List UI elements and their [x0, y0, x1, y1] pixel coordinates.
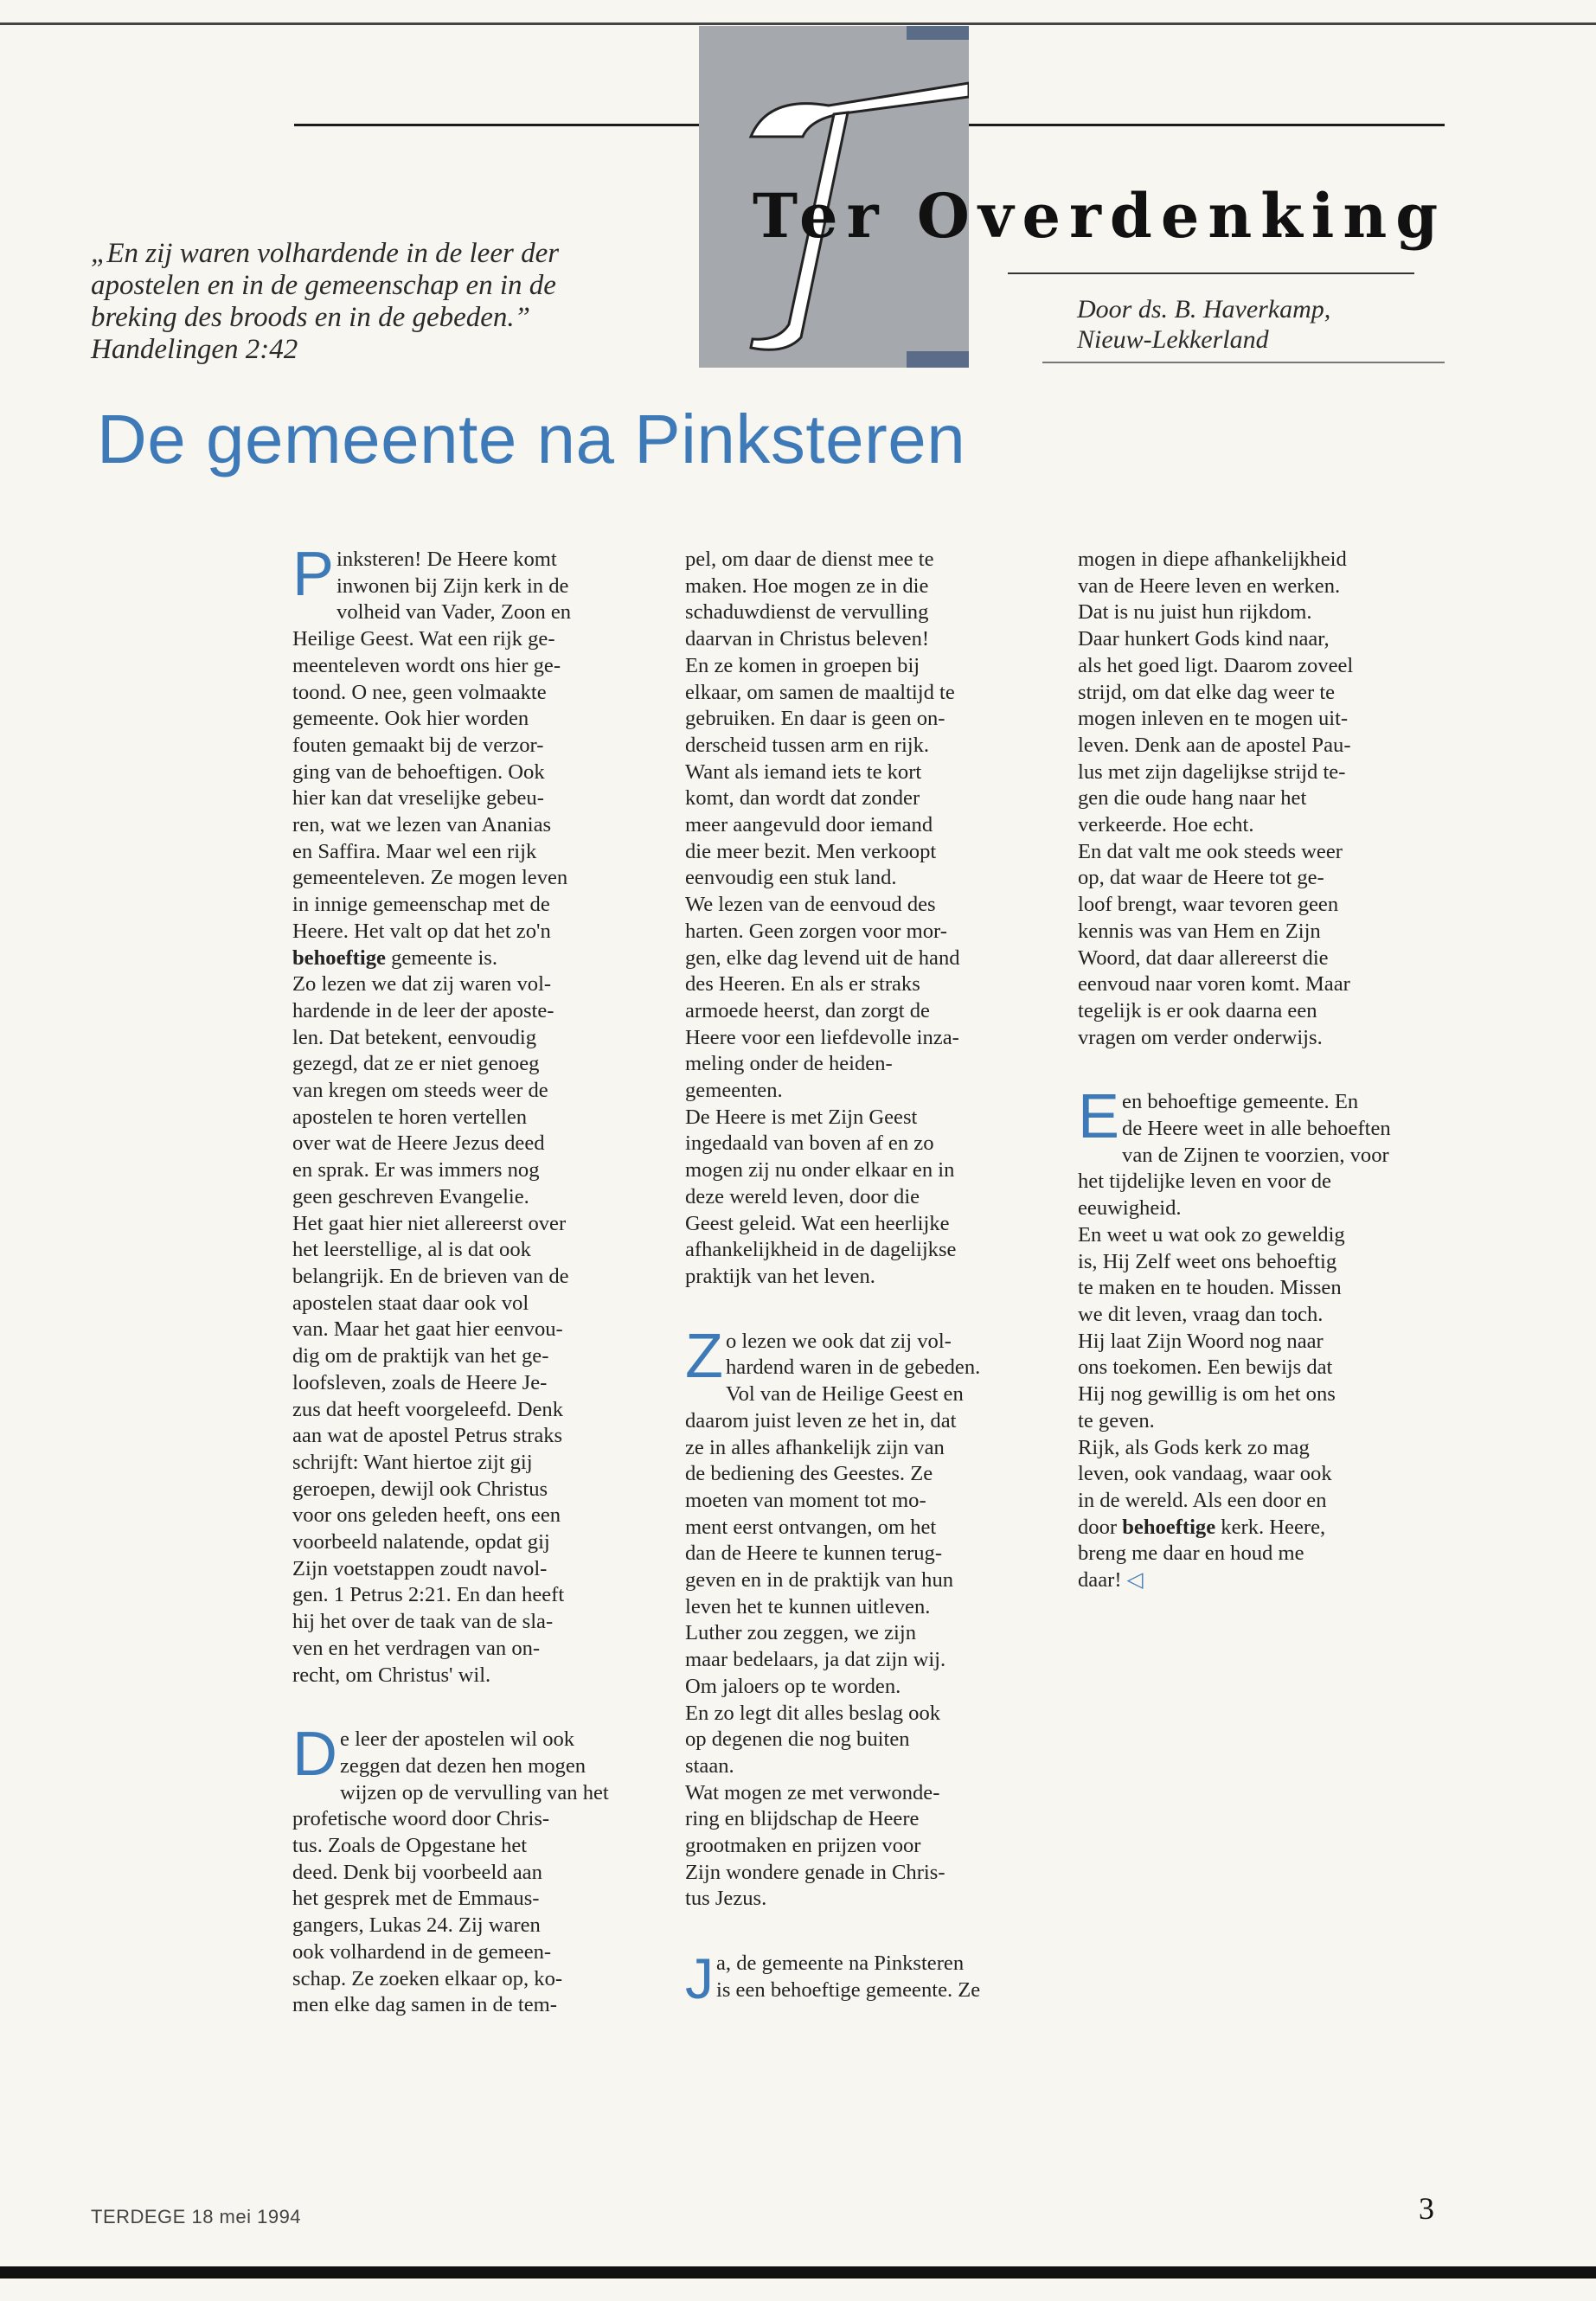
text-line: is een behoeftige gemeente. Ze: [716, 1977, 981, 2002]
text-line: op, dat waar de Heere tot ge-: [1078, 866, 1324, 890]
end-mark-icon: ◁: [1126, 1568, 1144, 1593]
text-line: in de wereld. Als een door en: [1078, 1488, 1327, 1512]
byline-place: Nieuw-Lekkerland: [1077, 325, 1269, 354]
text-line: staan.: [685, 1753, 734, 1778]
text-line: men elke dag samen in de tem-: [292, 1993, 557, 2017]
text-line: Luther zou zeggen, we zijn: [685, 1621, 917, 1645]
text-line: Dat is nu juist hun rijkdom.: [1078, 600, 1312, 625]
bold-word: behoeftige: [292, 945, 386, 970]
text-line: we dit leven, vraag dan toch.: [1078, 1302, 1324, 1326]
text-line: En dat valt me ook steeds weer: [1078, 839, 1343, 863]
article-column-2: [685, 547, 1047, 2011]
text-line: geven en in de praktijk van hun: [685, 1568, 954, 1593]
text-line: deze wereld leven, door die: [685, 1184, 920, 1208]
text-line: geen geschreven Evangelie.: [292, 1184, 529, 1208]
text-line: strijd, om dat elke dag weer te: [1078, 680, 1336, 704]
text-line: het gesprek met de Emmaus-: [292, 1887, 540, 1911]
text-line: ven en het verdragen van on-: [292, 1636, 541, 1660]
text-line: zeggen dat dezen hen mogen: [340, 1753, 586, 1778]
text-line: En weet u wat ook zo geweldig: [1078, 1222, 1345, 1247]
header-rule-left: [294, 124, 701, 126]
text-line: maken. Hoe mogen ze in die: [685, 574, 929, 598]
text-line: van de Heere leven en werken.: [1078, 574, 1341, 598]
text-line: Vol van de Heilige Geest en: [725, 1382, 964, 1407]
text-line: belangrijk. En de brieven van de: [292, 1264, 569, 1288]
text-line: mogen zij nu onder elkaar en in: [685, 1158, 955, 1183]
header-rule-right: [969, 124, 1445, 126]
line-group: [685, 547, 1047, 1291]
page-number: 3: [1419, 2191, 1434, 2226]
text-line: en Saffira. Maar wel een rijk: [292, 839, 537, 863]
text-line: toond. O nee, geen volmaakte: [292, 680, 547, 704]
text-line: Hij laat Zijn Woord nog naar: [1078, 1329, 1324, 1353]
epigraph-reference: Handelingen 2:42: [91, 334, 298, 365]
text-line: apostelen te horen vertellen: [292, 1105, 528, 1129]
text-line: te maken en te houden. Missen: [1078, 1276, 1342, 1300]
text-line: [1078, 1515, 1445, 1541]
epigraph-line: breking des broods en in de gebeden.”: [91, 302, 531, 333]
text-line: vragen om verder onderwijs.: [1078, 1025, 1323, 1049]
text-line: fouten gemaakt bij de verzor-: [292, 733, 544, 757]
text-line: deed. Denk bij voorbeeld aan: [292, 1860, 542, 1884]
text-line: voor ons geleden heeft, ons een: [292, 1503, 561, 1528]
paragraph-pinksteren: [292, 540, 654, 1689]
text-line: Heilige Geest. Wat een rijk ge-: [292, 627, 555, 651]
text-line: Geest geleid. Wat een heerlijke: [685, 1211, 950, 1235]
text-line: Heere voor een liefdevolle inza-: [685, 1025, 959, 1049]
text-line: eenvoudig een stuk land.: [685, 866, 897, 890]
line-group: [1078, 547, 1445, 1051]
text-fragment: daar!: [1078, 1568, 1127, 1593]
text-line: De Heere is met Zijn Geest: [685, 1105, 918, 1129]
text-line: meer aangevuld door iemand: [685, 813, 933, 837]
text-line: meling onder de heiden-: [685, 1052, 893, 1076]
text-line: gemeente. Ook hier worden: [292, 707, 529, 731]
drop-cap: Z: [685, 1321, 723, 1391]
text-line: a, de gemeente na Pinksteren: [716, 1952, 965, 1976]
series-title: Ter Overdenking: [753, 180, 1447, 252]
text-line: dan de Heere te kunnen terug-: [685, 1541, 943, 1566]
text-line: de bediening des Geestes. Ze: [685, 1462, 933, 1486]
paragraph-afhankelijkheid: [1078, 547, 1445, 1051]
text-line: meenteleven wordt ons hier ge-: [292, 653, 561, 677]
paragraph-leer-der-apostelen: [292, 1720, 654, 2019]
text-fragment: kerk. Heere,: [1215, 1515, 1326, 1539]
epigraph-line: „En zij waren volhardende in de leer der: [91, 238, 560, 269]
text-line: En ze komen in groepen bij: [685, 653, 920, 677]
text-line: tegelijk is er ook daarna een: [1078, 998, 1317, 1022]
text-line: En zo legt dit alles beslag ook: [685, 1701, 941, 1725]
text-line: ingedaald van boven af en zo: [685, 1131, 934, 1156]
text-line: gemeenten.: [685, 1079, 783, 1103]
line-group: [292, 1720, 654, 2019]
text-line: Zijn voetstappen zoudt navol-: [292, 1556, 548, 1580]
text-line: Wat mogen ze met verwonde-: [685, 1780, 940, 1804]
text-line: het leerstellige, al is dat ook: [292, 1238, 531, 1262]
text-line: tus. Zoals de Opgestane het: [292, 1834, 528, 1858]
text-line: gen. 1 Petrus 2:21. En dan heeft: [292, 1583, 565, 1607]
byline-rule-bottom: [1042, 362, 1445, 363]
text-line: lus met zijn dagelijkse strijd te-: [1078, 760, 1346, 784]
paragraph-tempel: [685, 547, 1047, 1291]
text-line: gemeenteleven. Ze mogen leven: [292, 866, 568, 890]
text-line: breng me daar en houd me: [1078, 1541, 1304, 1566]
text-line: voorbeeld nalatende, opdat gij: [292, 1530, 550, 1554]
text-line: gen, elke dag levend uit de hand: [685, 945, 960, 970]
epigraph-quote: [91, 238, 696, 366]
text-line: apostelen staat daar ook vol: [292, 1291, 529, 1315]
article-column-3: [1078, 547, 1445, 1594]
text-line: is, Hij Zelf weet ons behoeftig: [1078, 1249, 1337, 1273]
text-line: harten. Geen zorgen voor mor-: [685, 919, 947, 943]
text-line: wijzen op de vervulling van het: [340, 1780, 609, 1804]
text-line: Zijn wondere genade in Chris-: [685, 1860, 945, 1884]
text-line: en behoeftige gemeente. En: [1122, 1090, 1359, 1114]
line-group: [1078, 1541, 1445, 1567]
text-line: ment eerst ontvangen, om het: [685, 1515, 937, 1539]
text-line: leven, ook vandaag, waar ook: [1078, 1462, 1332, 1486]
text-line: Woord, dat daar allereerst die: [1078, 945, 1329, 970]
text-line: Daar hunkert Gods kind naar,: [1078, 627, 1330, 651]
byline-rule-top: [1008, 272, 1414, 274]
text-line: eeuwigheid.: [1078, 1196, 1182, 1221]
text-line: eenvoud naar voren komt. Maar: [1078, 972, 1350, 997]
line-group: [685, 1321, 1047, 1913]
text-line: ren, wat we lezen van Ananias: [292, 813, 552, 837]
text-line: ring en blijdschap de Heere: [685, 1807, 920, 1831]
text-line: schrijft: Want hiertoe zijt gij: [292, 1450, 533, 1474]
epigraph-line: apostelen en in de gemeenschap en in de: [91, 270, 556, 301]
text-line: daarom juist leven ze het in, dat: [685, 1408, 957, 1433]
text-line: aan wat de apostel Petrus straks: [292, 1424, 563, 1448]
text-line: Heere. Het valt op dat het zo'n: [292, 919, 551, 943]
text-line: volheid van Vader, Zoon en: [337, 600, 572, 625]
text-line: hardende in de leer der aposte-: [292, 998, 554, 1022]
text-line: des Heeren. En als er straks: [685, 972, 920, 997]
text-line: moeten van moment tot mo-: [685, 1488, 926, 1512]
text-line: mogen in diepe afhankelijkheid: [1078, 548, 1347, 571]
text-line: in innige gemeenschap met de: [292, 893, 550, 917]
text-line: schap. Ze zoeken elkaar op, ko-: [292, 1966, 563, 1990]
text-line: hier kan dat vreselijke gebeu-: [292, 786, 544, 811]
drop-cap: P: [292, 540, 335, 609]
text-line: ging van de behoeftigen. Ook: [292, 760, 545, 784]
text-line: recht, om Christus' wil.: [292, 1663, 491, 1687]
bold-word: behoeftige: [1122, 1515, 1216, 1539]
text-line: Hij nog gewillig is om het ons: [1078, 1382, 1336, 1407]
drop-cap: D: [292, 1720, 337, 1790]
text-line: [1078, 1567, 1445, 1594]
text-line: gangers, Lukas 24. Zij waren: [292, 1913, 541, 1938]
text-line: Zo lezen we dat zij waren vol-: [292, 972, 552, 997]
text-line: schaduwdienst de vervulling: [685, 600, 929, 625]
text-line: leven het te kunnen uitleven.: [685, 1594, 931, 1618]
text-line: pel, om daar de dienst mee te: [685, 548, 934, 571]
text-line: maar bedelaars, ja dat zijn wij.: [685, 1648, 946, 1672]
byline: [1077, 294, 1458, 355]
text-line: Om jaloers op te worden.: [685, 1674, 901, 1698]
text-line: tus Jezus.: [685, 1887, 767, 1911]
text-line: verkeerde. Hoe echt.: [1078, 813, 1254, 837]
text-line: elkaar, om samen de maaltijd te: [685, 680, 955, 704]
text-line: Want als iemand iets te kort: [685, 760, 922, 784]
drop-cap: J: [685, 1946, 714, 2011]
text-line: ons toekomen. Een bewijs dat: [1078, 1356, 1333, 1380]
text-line: loofsleven, zoals de Heere Je-: [292, 1370, 548, 1394]
text-line: geroepen, dewijl ook Christus: [292, 1477, 548, 1501]
byline-author: Door ds. B. Haverkamp,: [1077, 295, 1331, 324]
line-group: [685, 1946, 1047, 2011]
text-line: op degenen die nog buiten: [685, 1727, 910, 1752]
text-line: armoede heerst, dan zorgt de: [685, 998, 930, 1022]
text-line: praktijk van het leven.: [685, 1264, 875, 1288]
line-group: [292, 971, 654, 1689]
text-line: over wat de Heere Jezus deed: [292, 1131, 545, 1156]
drop-cap: E: [1078, 1082, 1120, 1152]
text-line: daarvan in Christus beleven!: [685, 627, 930, 651]
text-line: derscheid tussen arm en rijk.: [685, 733, 930, 757]
text-line: gen die oude hang naar het: [1078, 786, 1307, 811]
text-line: o lezen we ook dat zij vol-: [725, 1329, 952, 1353]
footer-publication: TERDEGE 18 mei 1994: [91, 2206, 302, 2227]
bottom-border-line: [0, 2266, 1596, 2279]
line-group: [1078, 1082, 1445, 1514]
paragraph-ja-de-gemeente: [685, 1946, 1047, 2011]
article-column-1: [292, 540, 654, 2019]
text-line: als het goed ligt. Daarom zoveel: [1078, 653, 1354, 677]
text-line: mogen inleven en te mogen uit-: [1078, 707, 1349, 731]
top-border-line: [0, 22, 1596, 25]
text-line: van de Zijnen te voorzien, voor: [1122, 1143, 1389, 1167]
text-line: We lezen van de eenvoud des: [685, 893, 936, 917]
text-line: en sprak. Er was immers nog: [292, 1158, 540, 1183]
text-line: te geven.: [1078, 1408, 1155, 1433]
text-line: zus dat heeft voorgeleefd. Denk: [292, 1397, 563, 1421]
text-line: van kregen om steeds weer de: [292, 1079, 548, 1103]
text-line: leven. Denk aan de apostel Pau-: [1078, 733, 1351, 757]
text-line: ook volhardend in de gemeen-: [292, 1939, 552, 1964]
text-line: gebruiken. En daar is geen on-: [685, 707, 945, 731]
text-line: het tijdelijke leven en voor de: [1078, 1170, 1331, 1194]
line-group: [292, 540, 654, 945]
text-line: kennis was van Hem en Zijn: [1078, 919, 1321, 943]
text-line: e leer der apostelen wil ook: [340, 1727, 575, 1752]
text-line: hardend waren in de gebeden.: [725, 1356, 981, 1380]
text-line: gezegd, dat ze er niet genoeg: [292, 1052, 540, 1076]
text-fragment: gemeente is.: [385, 945, 497, 970]
text-line: van. Maar het gaat hier eenvou-: [292, 1317, 563, 1342]
text-line: [292, 945, 654, 972]
text-line: hij het over de taak van de sla-: [292, 1610, 554, 1634]
text-line: grootmaken en prijzen voor: [685, 1834, 921, 1858]
article-headline: De gemeente na Pinksteren: [97, 401, 966, 478]
paragraph-behoeftige-gemeente: [1078, 1082, 1445, 1593]
text-line: profetische woord door Chris-: [292, 1807, 550, 1831]
text-line: die meer bezit. Men verkoopt: [685, 839, 937, 863]
text-line: afhankelijkheid in de dagelijkse: [685, 1238, 957, 1262]
paragraph-gebeden: [685, 1321, 1047, 1913]
text-line: Rijk, als Gods kerk zo mag: [1078, 1435, 1310, 1459]
text-line: inwonen bij Zijn kerk in de: [337, 574, 569, 598]
text-line: komt, dan wordt dat zonder: [685, 786, 920, 811]
text-line: loof brengt, waar tevoren geen: [1078, 893, 1339, 917]
text-fragment: door: [1078, 1515, 1123, 1539]
text-line: ze in alles afhankelijk zijn van: [685, 1435, 945, 1459]
text-line: dig om de praktijk van het ge-: [292, 1344, 549, 1368]
text-line: inksteren! De Heere komt: [337, 548, 557, 571]
text-line: Het gaat hier niet allereerst over: [292, 1211, 567, 1235]
text-line: len. Dat betekent, eenvoudig: [292, 1025, 537, 1049]
text-line: de Heere weet in alle behoeften: [1122, 1117, 1391, 1141]
